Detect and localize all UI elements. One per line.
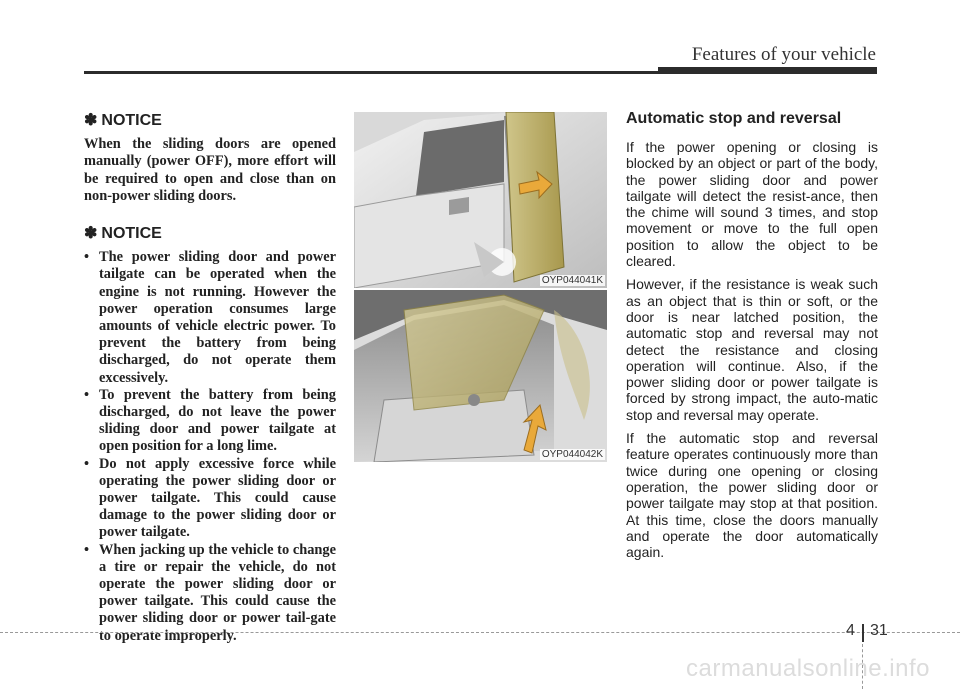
notice-title <box>84 223 336 243</box>
sliding-door-illustration <box>354 112 607 288</box>
list-item: • The power sliding door and power tailgate can be operated when the engine is not running. However the power operation consumes large amounts of vehicle electric power. To prevent the battery from being discharged, do not operate them excessively. <box>84 249 336 386</box>
right-column <box>626 110 878 567</box>
list-item: • When jacking up the vehicle to change a tire or repair the vehicle, do not operate the power sliding door or power tailgate. This could cause the power sliding door or power tail-gate to operate improperly. <box>84 541 336 644</box>
figure-code: OYP044041K <box>541 275 603 286</box>
chapter-number: 4 <box>846 622 855 639</box>
figure-code: OYP044042K <box>541 449 603 460</box>
list-item: • Do not apply excessive force while operating the power sliding door or power tailgate. This could cause damage to the power sliding door or power tailgate. <box>84 455 336 541</box>
tailgate-illustration <box>354 290 607 462</box>
notice-body: When the sliding doors are opened manually (power OFF), more effort will be required to open and close than on non-power sliding doors. <box>84 136 336 204</box>
notice-mark-icon: ✽ <box>84 225 98 243</box>
header-rule-accent <box>658 67 877 73</box>
paragraph: If the automatic stop and reversal feature operates continuously more than twice during one opening or closing operation, the power sliding door or power tailgate may stop at that position. At this time, close the doors manually and operate the door automatically again. <box>626 430 878 561</box>
list-item: • To prevent the battery from being discharged, do not leave the power sliding door and power tailgate at open position for a long lime. <box>84 386 336 455</box>
paragraph: However, if the resistance is weak such as an object that is thin or soft, or the door is near latched position, the automatic stop and reversal may not detect the resistance and closing operation will continue. Also, if the power sliding door or power tailgate is forced by strong impact, the auto-matic stop and reversal may operate. <box>626 276 878 423</box>
left-column <box>84 110 336 645</box>
notice-title-text: NOTICE <box>101 112 162 129</box>
tailgate-figure <box>354 290 607 462</box>
sliding-door-figure <box>354 112 607 288</box>
figure-column <box>354 112 607 462</box>
notice-mark-icon: ✽ <box>84 112 98 129</box>
paragraph: If the power opening or closing is blocked by an object or part of the body, the power sliding door and power tailgate will detect the resist-ance, then the chime will sound 3 times, and stop movement or move to the full open position to allow the object to be cleared. <box>626 139 878 270</box>
notice-title-text: NOTICE <box>101 225 162 243</box>
notice-bullet-list <box>84 249 336 645</box>
footer-divider <box>0 632 960 633</box>
watermark: carmanualsonline.info <box>686 655 930 682</box>
notice-title <box>84 110 336 130</box>
section-heading: Automatic stop and reversal <box>626 110 842 127</box>
page-header-title: Features of your vehicle <box>691 44 876 65</box>
page-number: 31 <box>870 622 888 639</box>
page-number-separator <box>862 624 864 642</box>
